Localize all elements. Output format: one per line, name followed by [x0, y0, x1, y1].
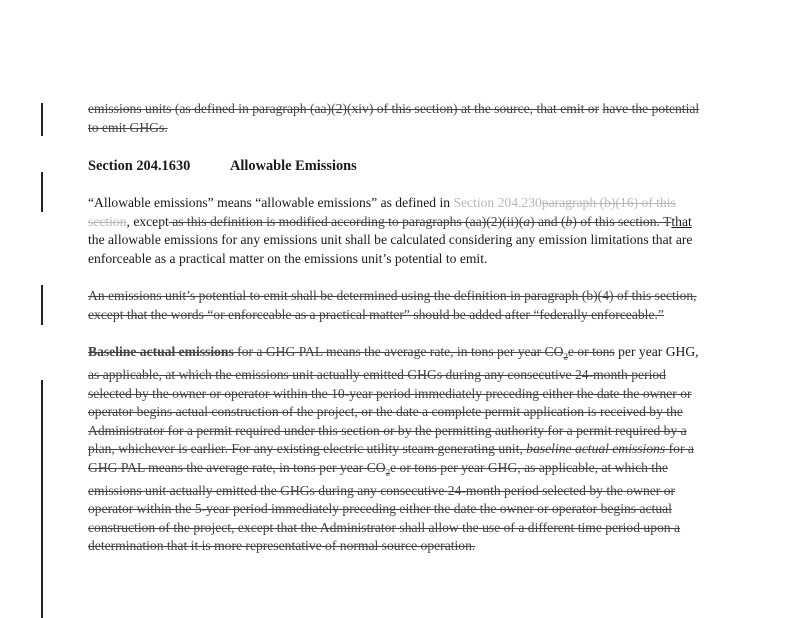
p1-del-1d: ) of this section. T — [572, 213, 672, 229]
p3-del-2: as applicable, at which the emissions unit actually emitted GHGs during any consecutive 24-month period selected by the owner or operator within the 10-year period immediately preceding either the date the owner or operator begins actual construction of the project, or the date a complete permit application is received by the Administrator for a permit required under this section or by the permitting authority for a permit required by a plan, whichever is earlier. For any existing electric utility steam generating unit, — [88, 367, 692, 457]
p3-del-1: for a GHG PAL means the average rate, in tons per year CO — [233, 344, 564, 359]
p1-del-1: as this definition is modified according to paragraphs (aa)(2)(ii)( — [168, 213, 524, 229]
p3-del-2-italic: baseline actual emissions — [526, 441, 666, 457]
margin-bar-1 — [41, 103, 43, 136]
margin-bar-4 — [41, 380, 43, 618]
p1-insert-1: that — [671, 213, 692, 229]
section-title: Allowable Emissions — [230, 158, 357, 174]
p3-del-3-sub: 2 — [385, 467, 391, 478]
document-page — [88, 100, 708, 556]
p3-term: Baseline actual emissions — [88, 344, 234, 359]
p1-text-1: “Allowable emissions” means “allowable emissions” as defined in — [88, 195, 454, 210]
p3-del-1b: e or tons — [567, 344, 615, 359]
p1-text-2: , except — [126, 213, 169, 229]
p1-del-1a: a — [523, 213, 531, 229]
top-fragment-line1: emissions units (as defined in paragraph (aa)(2)(xiv) of this section) at the source, that emit or — [88, 101, 600, 116]
top-fragment — [88, 100, 708, 137]
p1-del-1b: ) and ( — [530, 213, 566, 229]
margin-bar-3 — [41, 285, 43, 325]
p3-text-1: per year GHG, — [614, 344, 699, 359]
p1-faint-1: Section 204.230 — [453, 195, 542, 210]
p3-del-3b: e or tons per year GHG, as applicable, at which the emissions unit actually emitted the GHGs during any consecutive 24-month period selected by the owner or operator within the 5-year period immediately preceding either the date the owner or operator begins actual construction of the project, except that the Administrator shall allow the use of a different time period upon a determination that it is more representative of normal source operation. — [88, 459, 681, 554]
paragraph-potential-to-emit — [88, 287, 708, 324]
p1-faint-2: paragraph (b)(16) of this section — [88, 195, 676, 229]
section-heading — [88, 156, 708, 176]
top-fragment-line2: have the potential to emit GHGs. — [88, 101, 700, 135]
p2-text: An emissions unit’s potential to emit shall be determined using the definition in paragraph (b)(4) of this section, except that the words “or enforceable as a practical matter” should be added after “federally enforceable.” — [88, 288, 697, 322]
margin-bar-2 — [41, 172, 43, 212]
section-number: Section 204.1630 — [88, 158, 191, 174]
paragraph-allowable-emissions — [88, 194, 708, 268]
p3-del-1-sub: 2 — [563, 351, 568, 362]
p1-text-3: the allowable emissions for any emissions unit shall be calculated considering any emission limitations that are enforceable as a practical matter on the emissions unit’s potential to emit. — [88, 232, 693, 266]
paragraph-baseline-actual-emissions — [88, 343, 708, 556]
p3-del-3: for a GHG PAL means the average rate, in tons per year CO — [88, 441, 694, 475]
p1-del-1c: b — [565, 213, 573, 229]
